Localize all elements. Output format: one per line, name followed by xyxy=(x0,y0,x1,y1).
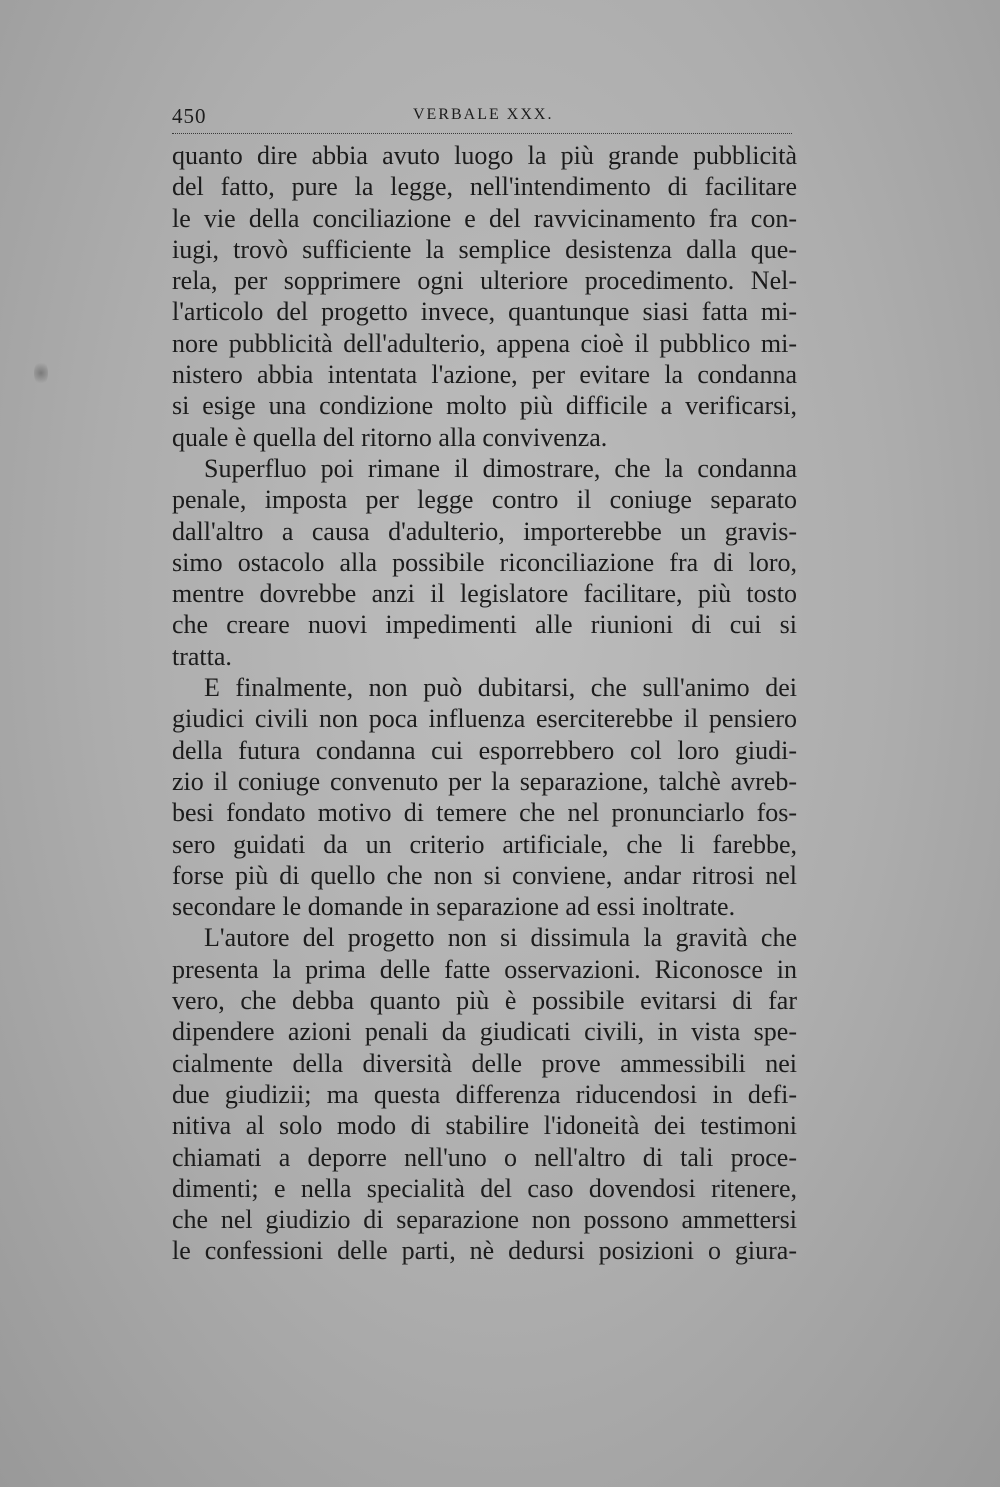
text-line: iugi, trovò sufficiente la semplice desistenza dalla que- xyxy=(172,234,797,264)
text-line: della futura condanna cui esporrebbero col loro giudi- xyxy=(172,735,797,765)
text-line: giudici civili non poca influenza eserciterebbe il pensiero xyxy=(172,704,797,734)
text-line: simo ostacolo alla possibile riconciliazione fra di loro, xyxy=(172,547,797,577)
text-line: chiamati a deporre nell'uno o nell'altro di tali proce- xyxy=(172,1142,797,1172)
text-line: dimenti; e nella specialità del caso dovendosi ritenere, xyxy=(172,1173,797,1203)
text-line: E finalmente, non può dubitarsi, che sull'animo dei xyxy=(204,673,797,703)
page-header xyxy=(172,100,792,136)
text-line: Superfluo poi rimane il dimostrare, che la condanna xyxy=(204,453,797,483)
paper-blemish xyxy=(34,360,48,386)
text-line: le vie della conciliazione e del ravvicinamento fra con- xyxy=(172,203,797,233)
text-line: del fatto, pure la legge, nell'intendimento di facilitare xyxy=(172,172,797,202)
text-line: che nel giudizio di separazione non possono ammettersi xyxy=(172,1205,797,1235)
body-text xyxy=(172,140,797,1267)
page-number: 450 xyxy=(172,104,207,128)
text-line: forse più di quello che non si conviene, andar ritrosi nel xyxy=(172,860,797,890)
running-head: VERBALE XXX. xyxy=(413,106,554,123)
text-line: dall'altro a causa d'adulterio, importerebbe un gravis- xyxy=(172,516,797,546)
text-line: l'articolo del progetto invece, quantunque siasi fatta mi- xyxy=(172,297,797,327)
text-line: L'autore del progetto non si dissimula la gravità che xyxy=(204,923,797,953)
text-line: nistero abbia intentata l'azione, per evitare la condanna xyxy=(172,360,797,390)
text-line: presenta la prima delle fatte osservazioni. Riconosce in xyxy=(172,954,797,984)
header-rule xyxy=(172,133,792,134)
text-line: nore pubblicità dell'adulterio, appena cioè il pubblico mi- xyxy=(172,328,797,358)
text-line: zio il coniuge convenuto per la separazione, talchè avreb- xyxy=(172,766,797,796)
text-line: due giudizii; ma questa differenza riducendosi in defi- xyxy=(172,1079,797,1109)
text-line: che creare nuovi impedimenti alle riunioni di cui si xyxy=(172,610,797,640)
text-line: secondare le domande in separazione ad essi inoltrate. xyxy=(172,892,736,922)
text-line: penale, imposta per legge contro il coniuge separato xyxy=(172,485,797,515)
text-line: vero, che debba quanto più è possibile evitarsi di far xyxy=(172,986,797,1016)
text-line: cialmente della diversità delle prove ammessibili nei xyxy=(172,1048,797,1078)
text-line: si esige una condizione molto più difficile a verificarsi, xyxy=(172,391,797,421)
text-line: rela, per sopprimere ogni ulteriore procedimento. Nel- xyxy=(172,266,797,296)
text-line: tratta. xyxy=(172,641,232,671)
text-line: mentre dovrebbe anzi il legislatore facilitare, più tosto xyxy=(172,579,797,609)
text-line: le confessioni delle parti, nè dedursi posizioni o giura- xyxy=(172,1236,797,1266)
text-line: sero guidati da un criterio artificiale, che li farebbe, xyxy=(172,829,797,859)
text-line: besi fondato motivo di temere che nel pronunciarlo fos- xyxy=(172,798,797,828)
text-line: quanto dire abbia avuto luogo la più grande pubblicità xyxy=(172,141,797,170)
text-line: nitiva al solo modo di stabilire l'idoneità dei testimoni xyxy=(172,1111,797,1141)
text-line: dipendere azioni penali da giudicati civili, in vista spe- xyxy=(172,1017,797,1047)
text-line: quale è quella del ritorno alla convivenza. xyxy=(172,422,608,452)
